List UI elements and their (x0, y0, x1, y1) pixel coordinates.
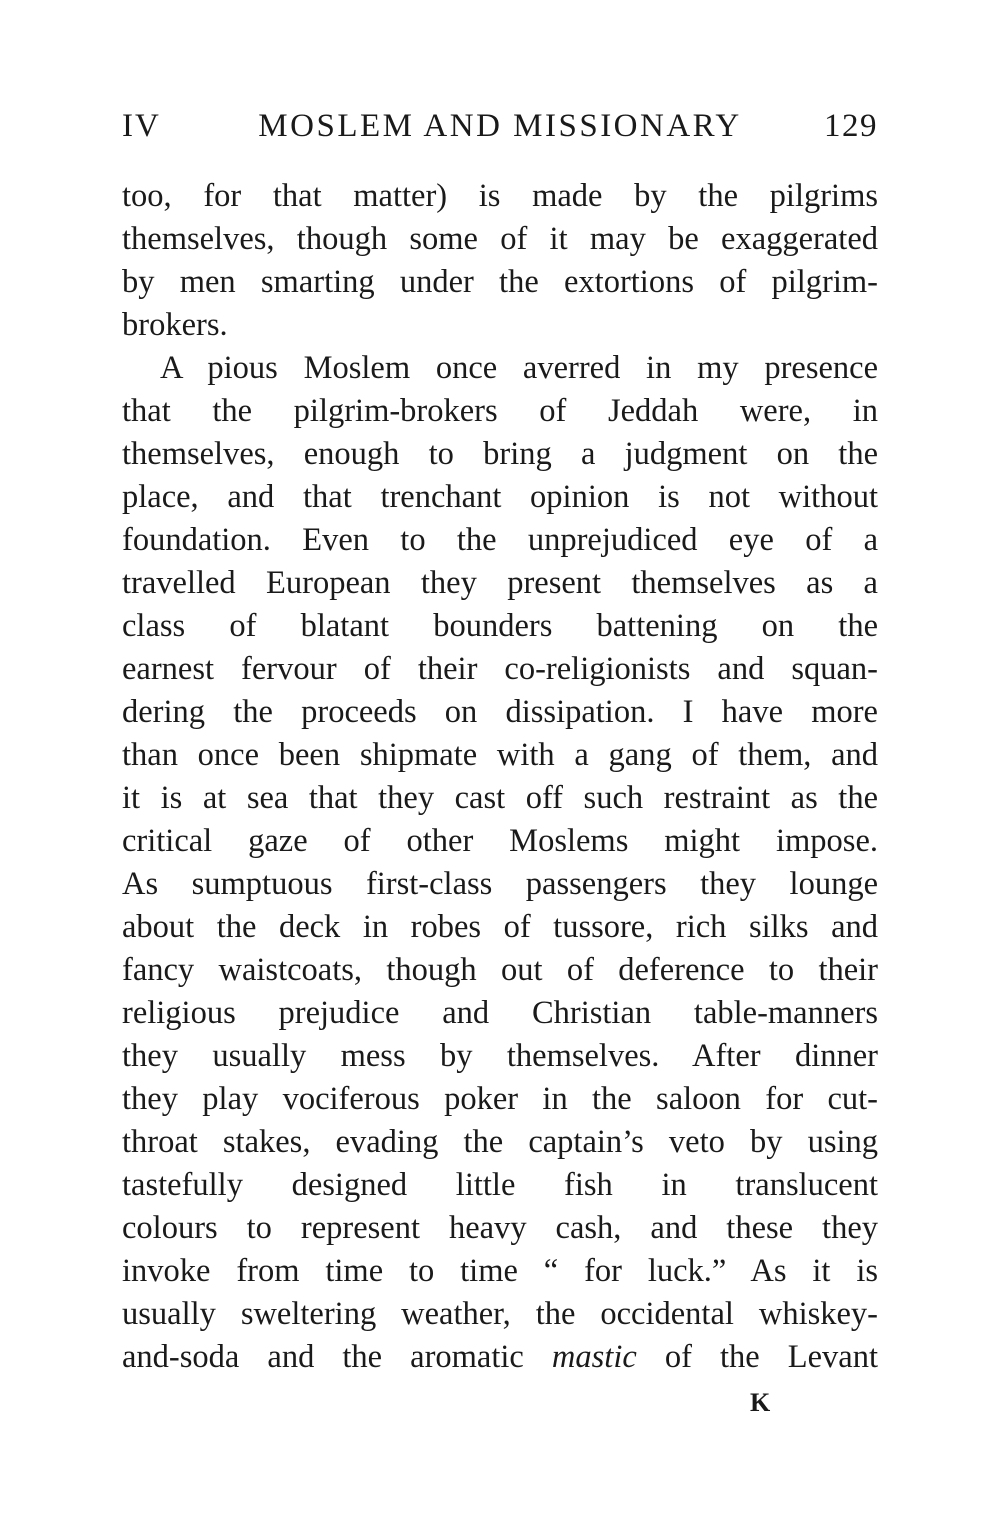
text-line: invoke from time to time “ for luck.” As it is (122, 1253, 878, 1289)
text-line: usually sweltering weather, the occidental whiskey- (122, 1296, 878, 1332)
text-line: A pious Moslem once averred in my presence (160, 350, 878, 386)
running-header (122, 108, 878, 156)
text-line: themselves, though some of it may be exaggerated (122, 221, 878, 257)
text-line: they play vociferous poker in the saloon for cut- (122, 1081, 878, 1117)
final-line-end: of the Levant (636, 1339, 878, 1375)
body-text (122, 175, 878, 1379)
text-line: than once been shipmate with a gang of them, and (122, 737, 878, 773)
text-line: place, and that trenchant opinion is not without (122, 479, 878, 515)
text-line: fancy waistcoats, though out of deference to their (122, 952, 878, 988)
text-line: tastefully designed little fish in translucent (122, 1167, 878, 1203)
text-line: about the deck in robes of tussore, rich silks and (122, 909, 878, 945)
text-line: class of blatant bounders battening on the (122, 608, 878, 644)
signature-mark: K (750, 1388, 772, 1417)
text-line: colours to represent heavy cash, and these they (122, 1210, 878, 1246)
final-line-start: and-soda and the aromatic (122, 1339, 552, 1375)
text-line: themselves, enough to bring a judgment on the (122, 436, 878, 472)
text-line: foundation. Even to the unprejudiced eye of a (122, 522, 878, 558)
text-line: brokers. (122, 307, 228, 343)
text-line: travelled European they present themselves as a (122, 565, 878, 601)
running-title: MOSLEM AND MISSIONARY (258, 108, 742, 144)
italic-word: mastic (551, 1339, 637, 1375)
text-line: earnest fervour of their co-religionists and squan- (122, 651, 878, 687)
text-line: they usually mess by themselves. After dinner (122, 1038, 878, 1074)
text-line: too, for that matter) is made by the pilgrims (122, 178, 878, 214)
text-line: throat stakes, evading the captain’s veto by using (122, 1124, 878, 1160)
text-line: it is at sea that they cast off such restraint as the (122, 780, 878, 816)
text-line-final (122, 1336, 878, 1379)
text-line: critical gaze of other Moslems might impose. (122, 823, 878, 859)
text-line: that the pilgrim-brokers of Jeddah were, in (122, 393, 878, 429)
text-line: religious prejudice and Christian table-manners (122, 995, 878, 1031)
text-line: As sumptuous first-class passengers they lounge (122, 866, 878, 902)
text-line: by men smarting under the extortions of pilgrim- (122, 264, 878, 300)
text-line: dering the proceeds on dissipation. I have more (122, 694, 878, 730)
page-number: 129 (824, 108, 878, 144)
chapter-number: IV (122, 108, 161, 144)
